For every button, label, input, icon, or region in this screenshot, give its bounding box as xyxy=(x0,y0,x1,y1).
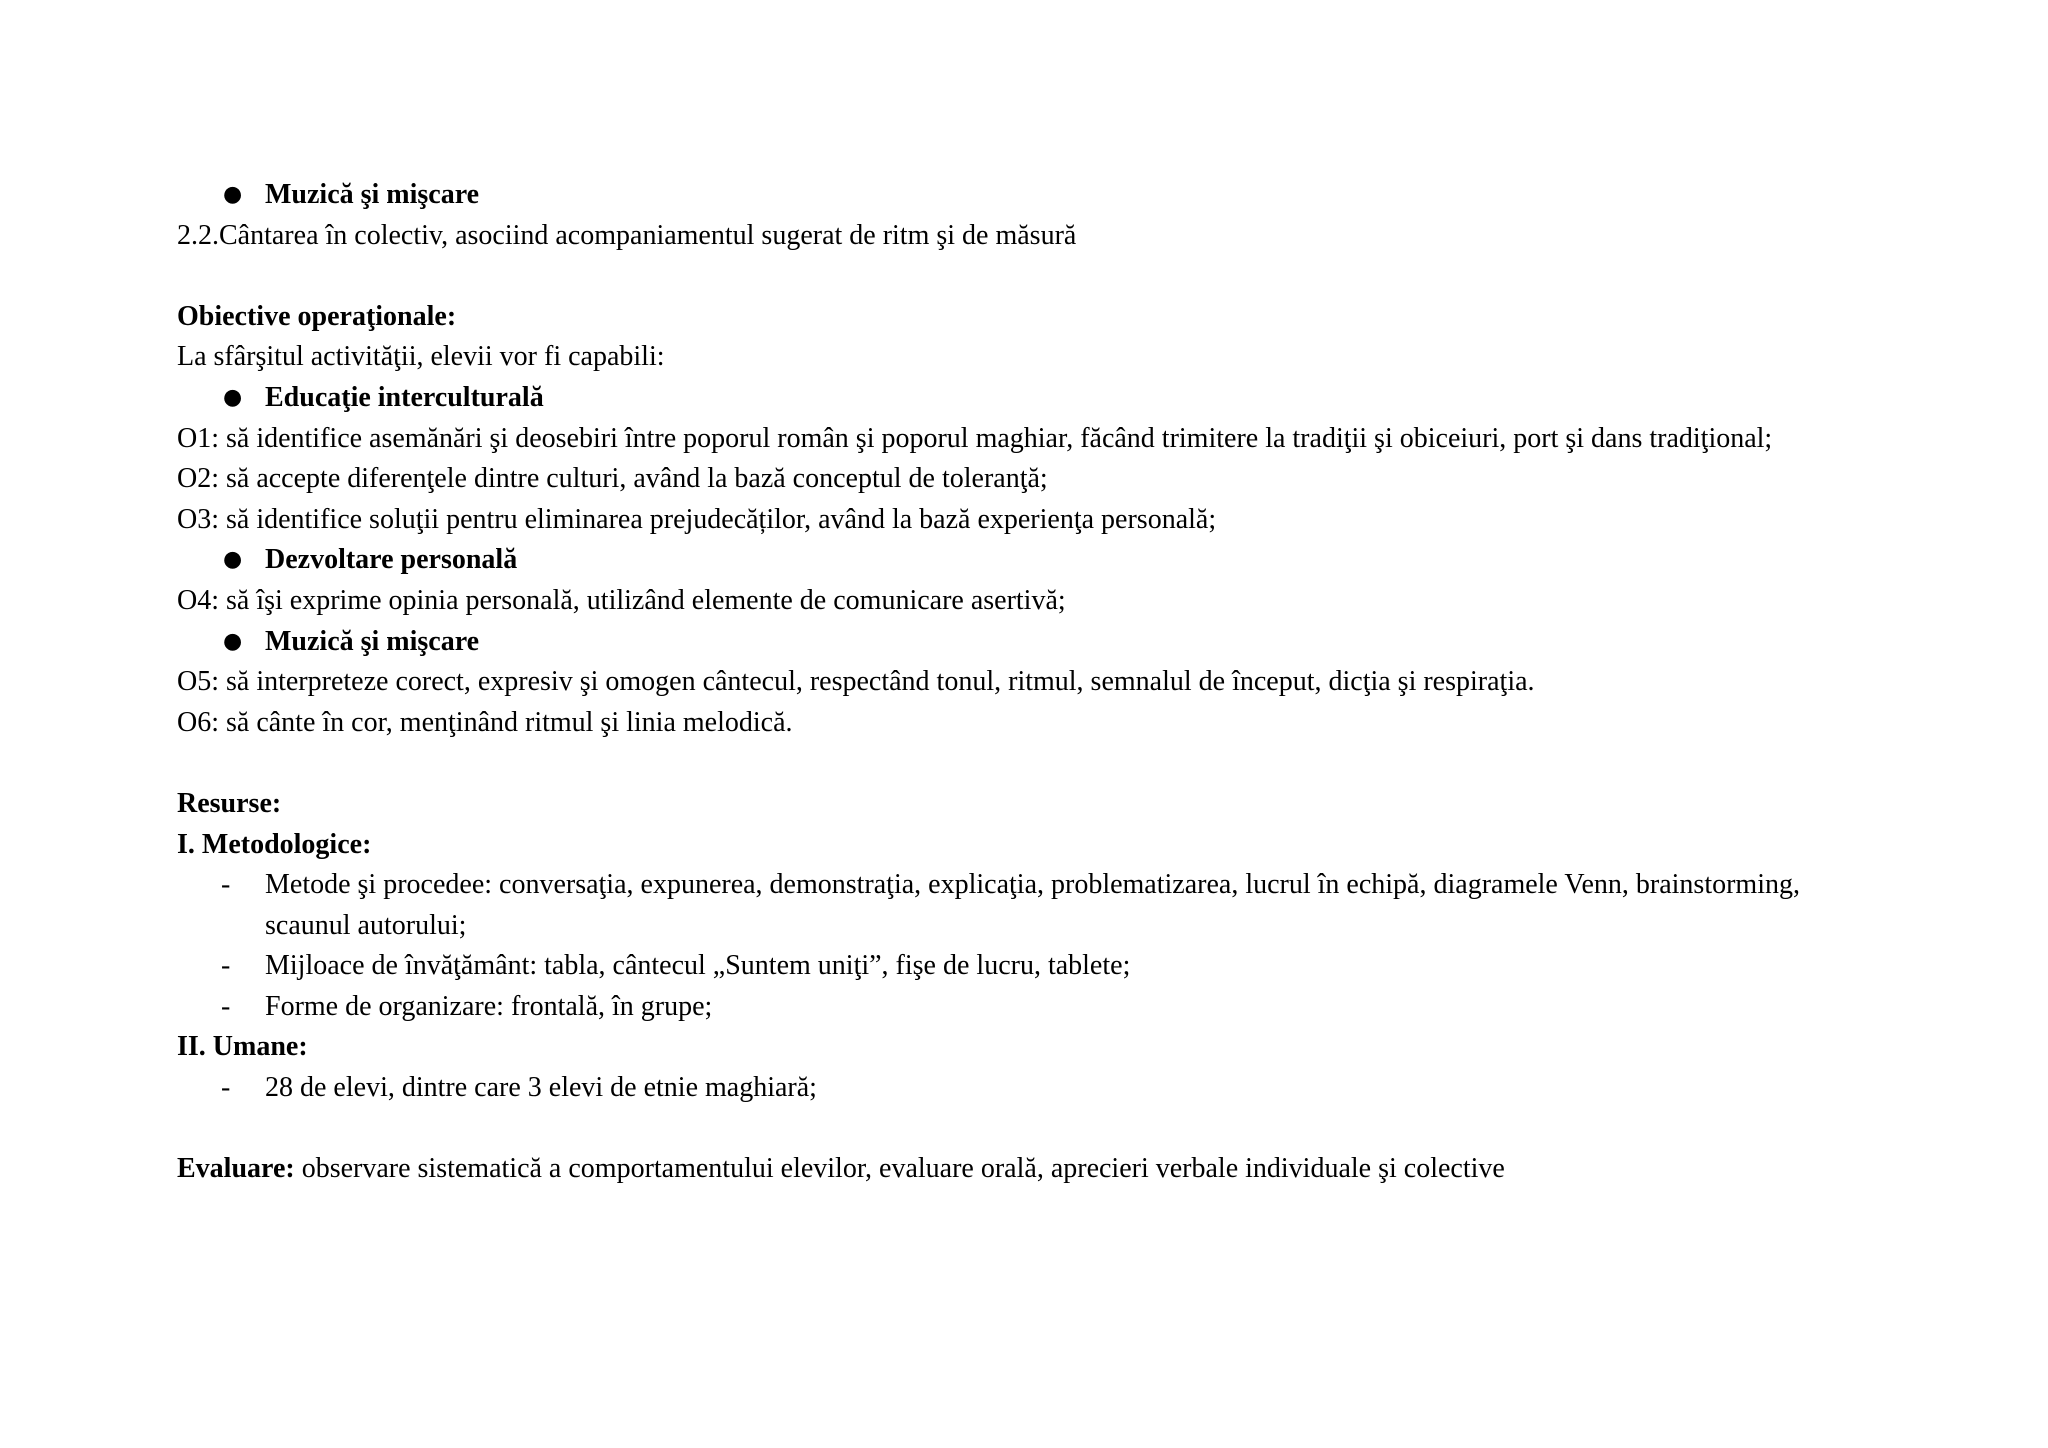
methods-text-line-1: Metode şi procedee: conversaţia, expunerea, demonstraţia, explicaţia, problematizarea, lucrul în echipă, diagramele Venn, brainstorming, xyxy=(265,869,1800,901)
dash-marker: - xyxy=(221,950,231,982)
section-heading-music-1: Muzică şi mişcare xyxy=(265,179,480,210)
means-text: Mijloace de învăţământ: tabla, cântecul „Suntem uniţi”, fişe de lucru, tablete; xyxy=(265,950,1131,982)
music-competence-text: 2.2.Cântarea în colectiv, asociind acompaniamentul sugerat de ritm şi de măsură xyxy=(177,219,1077,251)
objectives-intro: La sfârşitul activităţii, elevii vor fi capabili: xyxy=(177,341,665,373)
bullet-music-movement-1 xyxy=(177,175,1897,216)
evaluation-text: observare sistematică a comportamentului elevilor, evaluare orală, aprecieri verbale individuale şi colective xyxy=(294,1153,1505,1185)
bullet-dot: ● xyxy=(223,384,243,410)
forms-text: Forme de organizare: frontală, în grupe; xyxy=(265,990,713,1022)
bullet-intercultural xyxy=(177,378,1897,419)
blank-line xyxy=(177,743,1897,784)
bullet-dot: ● xyxy=(223,547,243,573)
dash-marker: - xyxy=(221,1072,231,1104)
objective-o4: O4: să îşi exprime opinia personală, utilizând elemente de comunicare asertivă; xyxy=(177,584,1066,616)
dash-item-forms xyxy=(177,987,1897,1028)
bullet-music-movement-2 xyxy=(177,622,1897,663)
objective-o2: O2: să accepte diferenţele dintre culturi, având la bază conceptul de toleranţă; xyxy=(177,463,1048,495)
resources-title: Resurse: xyxy=(177,787,282,819)
section-heading-music-2: Muzică şi mişcare xyxy=(265,625,480,657)
objective-o1: O1: să identifice asemănări şi deosebiri între poporul român şi poporul maghiar, făcând trimitere la tradiţii şi obiceiuri, port şi dans tradiţional; xyxy=(177,422,1773,454)
objectives-title: Obiective operaţionale: xyxy=(177,300,457,332)
dash-marker: - xyxy=(221,990,231,1022)
bullet-dot: ● xyxy=(223,182,243,207)
methods-text-line-2: scaunul autorului; xyxy=(265,909,467,941)
objective-o6: O6: să cânte în cor, menţinând ritmul şi linia melodică. xyxy=(177,706,793,738)
human-resources-title: II. Umane: xyxy=(177,1031,308,1063)
evaluation-label: Evaluare: xyxy=(177,1153,295,1185)
blank-line xyxy=(177,1109,1897,1150)
blank-line xyxy=(177,256,1897,297)
objective-o3: O3: să identifice soluţii pentru eliminarea prejudecăților, având la bază experienţa personală; xyxy=(177,503,1217,535)
section-heading-intercultural: Educaţie interculturală xyxy=(265,381,544,413)
dash-marker: - xyxy=(221,869,231,901)
evaluation-line xyxy=(177,1149,1897,1190)
dash-item-students xyxy=(177,1068,1897,1109)
methodological-title: I. Metodologice: xyxy=(177,828,372,860)
bullet-dot: ● xyxy=(223,628,243,654)
students-text: 28 de elevi, dintre care 3 elevi de etnie maghiară; xyxy=(265,1072,817,1104)
objective-o5: O5: să interpreteze corect, expresiv şi omogen cântecul, respectând tonul, ritmul, semnalul de început, dicţia şi respiraţia. xyxy=(177,666,1535,698)
dash-item-methods xyxy=(177,865,1897,946)
bullet-personal-development xyxy=(177,540,1897,581)
section-heading-personal: Dezvoltare personală xyxy=(265,544,518,576)
document-content xyxy=(177,175,1897,1190)
dash-item-means xyxy=(177,946,1897,987)
